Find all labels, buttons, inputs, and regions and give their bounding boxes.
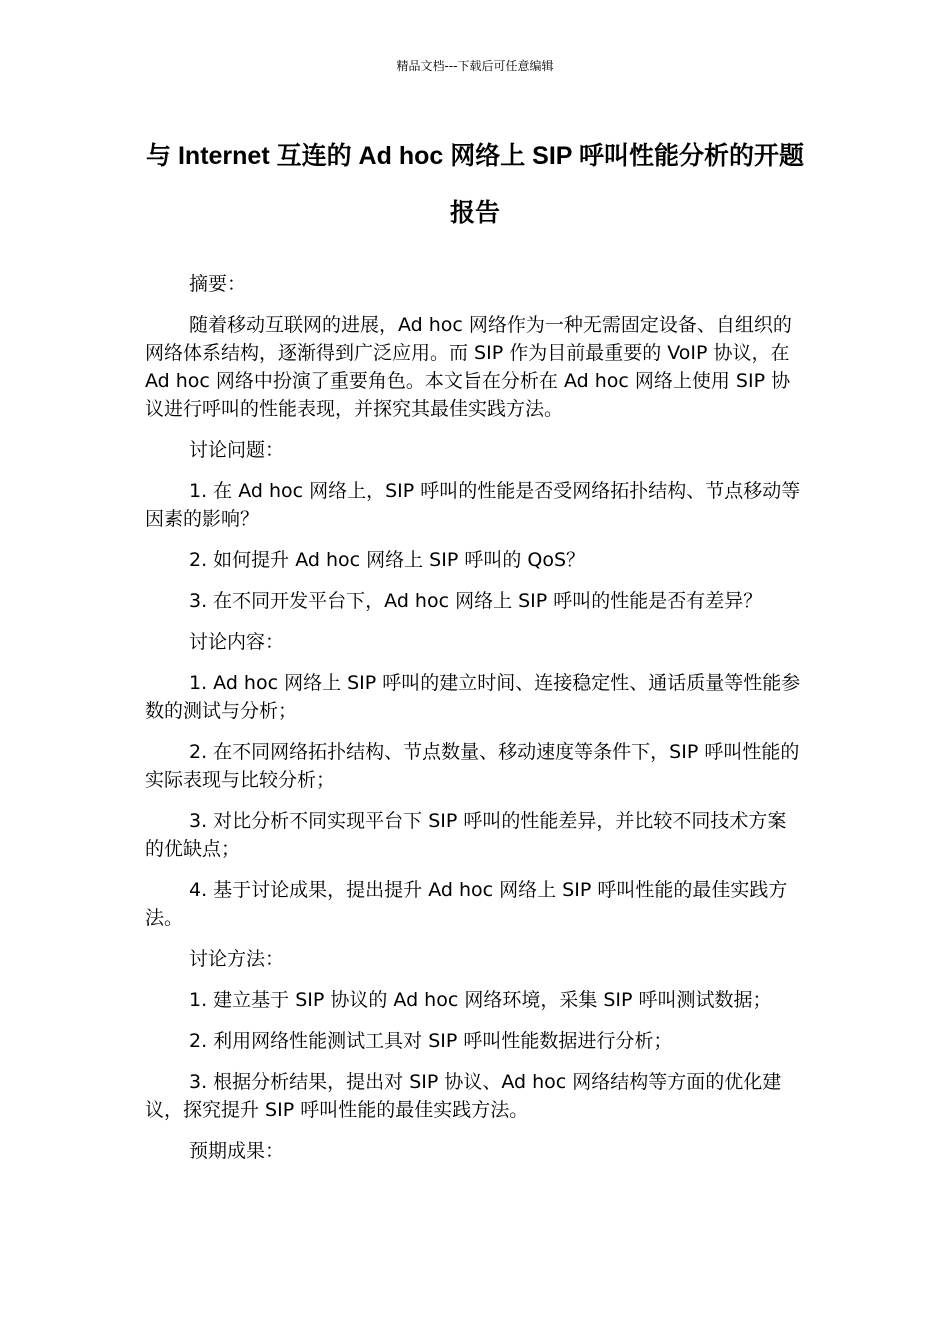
abstract-paragraph: 随着移动互联网的进展，Ad hoc 网络作为一种无需固定设备、自组织的网络体系结构，逐渐得到广泛应用。而 SIP 作为目前最重要的 VoIP 协议，在 Ad hoc 网络中扮演了重要角色。本文旨在分析在 Ad hoc 网络上使用 SIP 协议进行呼叫的性能表现，并探究其最佳实践方法。 xyxy=(145,314,792,420)
document-title: 与 Internet 互连的 Ad hoc 网络上 SIP 呼叫性能分析的开题报告 xyxy=(146,142,804,227)
method-item-3: 3. 根据分析结果，提出对 SIP 协议、Ad hoc 网络结构等方面的优化建议，探究提升 SIP 呼叫性能的最佳实践方法。 xyxy=(145,1071,782,1121)
question-item-2: 2. 如何提升 Ad hoc 网络上 SIP 呼叫的 QoS？ xyxy=(189,549,586,571)
content-heading: 讨论内容： xyxy=(189,631,285,653)
expected-results-heading: 预期成果： xyxy=(189,1140,285,1162)
content-item-3: 3. 对比分析不同实现平台下 SIP 呼叫的性能差异，并比较不同技术方案的优缺点； xyxy=(145,810,787,860)
content-item-4: 4. 基于讨论成果，提出提升 Ad hoc 网络上 SIP 呼叫性能的最佳实践方法。 xyxy=(145,879,788,929)
page-header-note: 精品文档---下载后可任意编辑 xyxy=(396,59,554,73)
questions-heading: 讨论问题： xyxy=(189,439,285,461)
method-item-1: 1. 建立基于 SIP 协议的 Ad hoc 网络环境，采集 SIP 呼叫测试数据； xyxy=(189,989,772,1011)
methods-heading: 讨论方法： xyxy=(189,948,285,970)
question-item-3: 3. 在不同开发平台下，Ad hoc 网络上 SIP 呼叫的性能是否有差异？ xyxy=(189,590,763,612)
document-body xyxy=(145,270,805,1178)
content-item-2: 2. 在不同网络拓扑结构、节点数量、移动速度等条件下，SIP 呼叫性能的实际表现与比较分析； xyxy=(145,741,800,791)
method-item-2: 2. 利用网络性能测试工具对 SIP 呼叫性能数据进行分析； xyxy=(189,1030,673,1052)
question-item-1: 1. 在 Ad hoc 网络上，SIP 呼叫的性能是否受网络拓扑结构、节点移动等因素的影响？ xyxy=(145,480,801,530)
content-item-1: 1. Ad hoc 网络上 SIP 呼叫的建立时间、连接稳定性、通话质量等性能参数的测试与分析； xyxy=(145,672,801,722)
abstract-heading: 摘要： xyxy=(189,273,247,295)
